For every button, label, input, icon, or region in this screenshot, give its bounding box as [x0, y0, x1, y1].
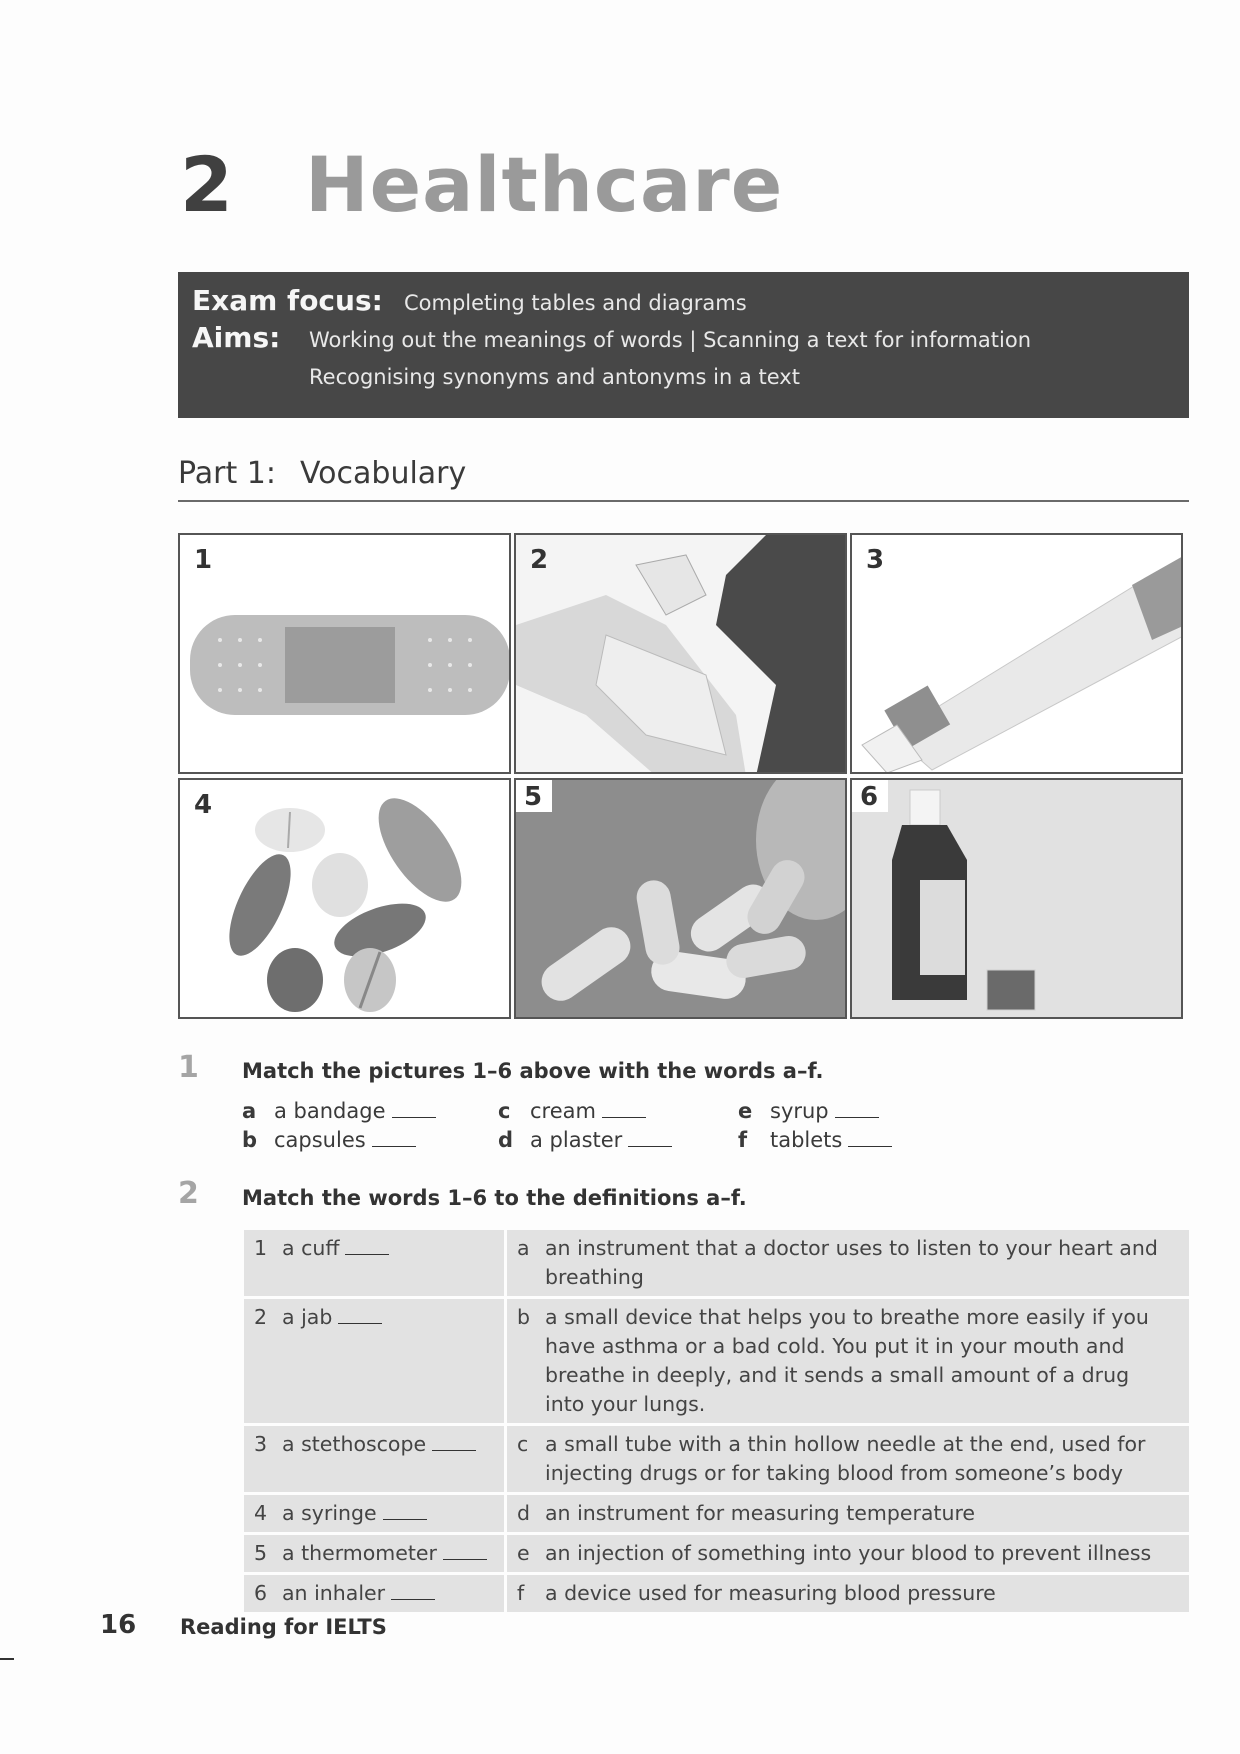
- answer-blank[interactable]: [338, 1322, 382, 1324]
- option-word: capsules: [274, 1128, 366, 1152]
- exercise-2-instruction: Match the words 1–6 to the definitions a–f.: [242, 1186, 747, 1210]
- answer-blank[interactable]: [835, 1116, 879, 1118]
- answer-blank[interactable]: [345, 1253, 389, 1255]
- table-row: [244, 1299, 1189, 1423]
- definition-letter: b: [517, 1305, 531, 1329]
- aims-label: Aims:: [192, 321, 281, 354]
- word-option: [738, 1128, 892, 1152]
- definition-cell: [507, 1426, 1189, 1492]
- word-text: a syringe: [282, 1501, 377, 1525]
- syrup-bottle-icon: [852, 780, 1183, 1019]
- word-cell: [244, 1575, 507, 1612]
- unit-title: Healthcare: [305, 140, 784, 229]
- picture-number: 1: [194, 545, 213, 575]
- word-cell: [244, 1535, 507, 1572]
- definition-text: a small device that helps you to breathe more easily if you have asthma or a bad cold. You put it in your mouth and breathe in deeply, and it sends a small amount of a drug into your lungs.: [545, 1305, 1149, 1416]
- word-number: 5: [254, 1541, 268, 1565]
- part-divider: [178, 500, 1189, 502]
- answer-blank[interactable]: [443, 1558, 487, 1560]
- answer-blank[interactable]: [383, 1518, 427, 1520]
- option-word: tablets: [770, 1128, 843, 1152]
- exam-focus-text: Completing tables and diagrams: [404, 291, 747, 315]
- word-number: 1: [254, 1236, 268, 1260]
- option-letter: c: [498, 1099, 511, 1123]
- word-cell: [244, 1299, 507, 1423]
- picture-number: 6: [852, 780, 888, 812]
- option-letter: b: [242, 1128, 258, 1152]
- definition-letter: a: [517, 1236, 530, 1260]
- part-label: Part 1:: [178, 456, 276, 491]
- word-option: [498, 1099, 646, 1123]
- picture-number: 5: [516, 780, 552, 812]
- answer-blank[interactable]: [391, 1598, 435, 1600]
- definition-letter: f: [517, 1581, 525, 1605]
- definition-letter: c: [517, 1432, 529, 1456]
- picture-4: [178, 778, 511, 1019]
- option-letter: d: [498, 1128, 514, 1152]
- option-word: a bandage: [274, 1099, 386, 1123]
- definition-text: an instrument for measuring temperature: [545, 1501, 976, 1525]
- picture-number: 2: [530, 545, 549, 575]
- option-letter: f: [738, 1128, 748, 1152]
- exam-focus-box: [178, 272, 1189, 418]
- picture-2: [514, 533, 847, 774]
- option-letter: a: [242, 1099, 257, 1123]
- aims-line-1: Working out the meanings of words | Scanning a text for information: [309, 328, 1032, 352]
- exercise-2-number: 2: [178, 1176, 199, 1211]
- word-option: [242, 1128, 416, 1152]
- word-text: a jab: [282, 1305, 333, 1329]
- option-word: a plaster: [530, 1128, 623, 1152]
- definition-cell: [507, 1299, 1189, 1423]
- word-option: [498, 1128, 672, 1152]
- option-word: cream: [530, 1099, 596, 1123]
- word-cell: [244, 1426, 507, 1492]
- answer-blank[interactable]: [432, 1449, 476, 1451]
- definition-text: an instrument that a doctor uses to listen to your heart and breathing: [545, 1236, 1158, 1289]
- word-number: 4: [254, 1501, 268, 1525]
- crop-mark: [0, 1658, 14, 1660]
- option-letter: e: [738, 1099, 753, 1123]
- option-word: syrup: [770, 1099, 829, 1123]
- word-text: a stethoscope: [282, 1432, 427, 1456]
- definition-text: a small tube with a thin hollow needle at the end, used for injecting drugs or for taking blood from someone’s body: [545, 1432, 1146, 1485]
- definition-cell: [507, 1535, 1189, 1572]
- table-row: [244, 1535, 1189, 1572]
- word-number: 6: [254, 1581, 268, 1605]
- word-number: 2: [254, 1305, 268, 1329]
- definition-cell: [507, 1575, 1189, 1612]
- picture-3: [850, 533, 1183, 774]
- definition-cell: [507, 1230, 1189, 1296]
- answer-blank[interactable]: [392, 1116, 436, 1118]
- word-option: [738, 1099, 879, 1123]
- table-row: [244, 1495, 1189, 1532]
- bandage-icon: [516, 535, 847, 774]
- exercise-1-instruction: Match the pictures 1–6 above with the words a–f.: [242, 1059, 824, 1083]
- word-number: 3: [254, 1432, 268, 1456]
- picture-6: [850, 778, 1183, 1019]
- definition-letter: e: [517, 1541, 530, 1565]
- answer-blank[interactable]: [628, 1145, 672, 1147]
- definition-text: an injection of something into your blood to prevent illness: [545, 1541, 1152, 1565]
- table-row: [244, 1230, 1189, 1296]
- definition-letter: d: [517, 1501, 531, 1525]
- answer-blank[interactable]: [602, 1116, 646, 1118]
- exercise-1-number: 1: [178, 1050, 199, 1085]
- cream-tube-icon: [852, 535, 1183, 774]
- picture-number: 3: [866, 545, 885, 575]
- matching-table: [244, 1227, 1189, 1615]
- book-title: Reading for IELTS: [180, 1615, 387, 1639]
- part-name: Vocabulary: [299, 456, 467, 491]
- plaster-icon: [180, 535, 511, 774]
- definition-cell: [507, 1495, 1189, 1532]
- word-option: [242, 1099, 436, 1123]
- word-cell: [244, 1495, 507, 1532]
- tablets-icon: [180, 780, 511, 1019]
- answer-blank[interactable]: [372, 1145, 416, 1147]
- aims-line-2: Recognising synonyms and antonyms in a text: [309, 365, 800, 389]
- unit-number: 2: [180, 140, 231, 229]
- table-row: [244, 1426, 1189, 1492]
- definition-text: a device used for measuring blood pressure: [545, 1581, 996, 1605]
- picture-5: [514, 778, 847, 1019]
- part-heading: [178, 456, 466, 491]
- capsules-icon: [516, 780, 847, 1019]
- answer-blank[interactable]: [848, 1145, 892, 1147]
- table-row: [244, 1575, 1189, 1612]
- word-text: an inhaler: [282, 1581, 386, 1605]
- word-text: a cuff: [282, 1236, 340, 1260]
- word-cell: [244, 1230, 507, 1296]
- word-text: a thermometer: [282, 1541, 437, 1565]
- picture-number: 4: [194, 790, 213, 820]
- exam-focus-label: Exam focus:: [192, 284, 383, 317]
- page-number: 16: [100, 1610, 137, 1640]
- picture-1: [178, 533, 511, 774]
